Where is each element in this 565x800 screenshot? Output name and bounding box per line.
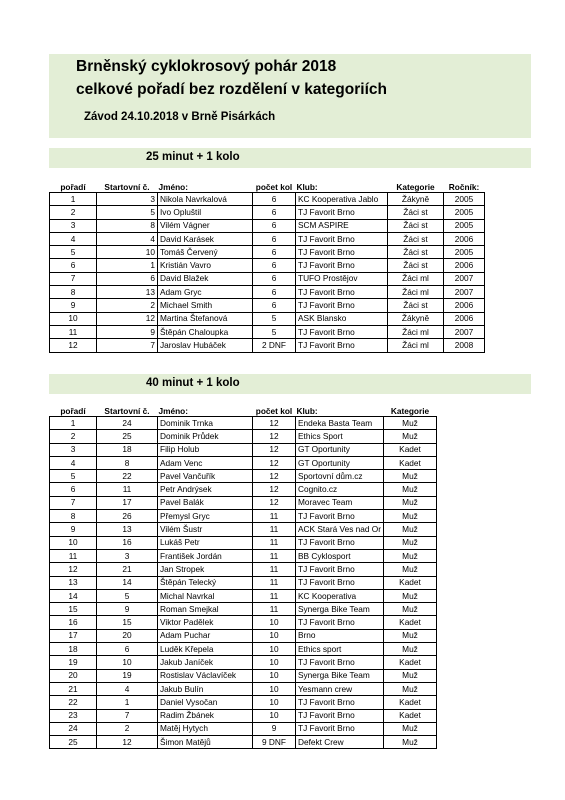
table-cell: Kadet	[384, 576, 437, 589]
table-cell: Michal Navrkal	[158, 589, 253, 602]
table-cell: 2	[97, 299, 158, 312]
table-cell: 5	[253, 325, 296, 338]
table-cell: 17	[50, 629, 97, 642]
table-cell: Kristián Vavro	[158, 259, 253, 272]
table-cell: Žáci st	[388, 206, 444, 219]
table-cell: TJ Favorit Brno	[296, 286, 388, 299]
table-cell: 8	[97, 456, 158, 469]
table-cell: Žáci st	[388, 246, 444, 259]
table-row	[50, 259, 485, 272]
column-header: pořadí	[60, 181, 86, 192]
table-cell: 12	[253, 496, 296, 509]
table-cell: 12	[97, 736, 158, 749]
table-cell: 11	[253, 510, 296, 523]
table-cell: TJ Favorit Brno	[296, 246, 388, 259]
table-cell: 11	[253, 589, 296, 602]
table-cell: Martina Štefanová	[158, 312, 253, 325]
table-row	[50, 722, 437, 735]
table-cell: Adam Gryc	[158, 286, 253, 299]
table-cell: Pavel Vančuřík	[158, 470, 253, 483]
table-cell: Endeka Basta Team	[296, 417, 384, 430]
section1-label: 25 minut + 1 kolo	[146, 151, 240, 163]
table-row	[50, 643, 437, 656]
table-row	[50, 709, 437, 722]
table-cell: TJ Favorit Brno	[296, 325, 388, 338]
table-cell: 14	[97, 576, 158, 589]
table-cell: TJ Favorit Brno	[296, 259, 388, 272]
column-header: počet kol	[255, 405, 293, 416]
table-cell: KC Kooperativa	[296, 589, 384, 602]
table-cell: 10	[253, 696, 296, 709]
table-cell: Muž	[384, 417, 437, 430]
table-cell: 11	[253, 563, 296, 576]
table-row	[50, 483, 437, 496]
table-cell: Muž	[384, 589, 437, 602]
table-cell: 18	[50, 643, 97, 656]
table-cell: 11	[50, 325, 97, 338]
table-row	[50, 232, 485, 245]
table-cell: 1	[50, 193, 97, 206]
table-cell: 7	[50, 496, 97, 509]
table-cell: Štěpán Chaloupka	[158, 325, 253, 338]
table-row	[50, 312, 485, 325]
table-cell: Muž	[384, 496, 437, 509]
table-cell: 13	[97, 286, 158, 299]
table-cell: 7	[97, 709, 158, 722]
table-cell: 6	[253, 272, 296, 285]
table-cell: 10	[50, 312, 97, 325]
table-cell: Žáci st	[388, 232, 444, 245]
column-header: Kategorie	[396, 181, 435, 192]
table-cell: 11	[253, 549, 296, 562]
table-cell: 21	[50, 682, 97, 695]
table-cell: TJ Favorit Brno	[296, 696, 384, 709]
table-cell: Synerga Bike Team	[296, 669, 384, 682]
table-cell: Žáci ml	[388, 286, 444, 299]
table-row	[50, 669, 437, 682]
table-cell: 7	[50, 272, 97, 285]
table-cell: 10	[253, 709, 296, 722]
table-cell: 6	[97, 643, 158, 656]
column-header: Klub:	[296, 181, 318, 192]
table-cell: Viktor Padělek	[158, 616, 253, 629]
table-cell: BB Cyklosport	[296, 549, 384, 562]
table-cell: 11	[253, 523, 296, 536]
table-cell: Muž	[384, 483, 437, 496]
table-row	[50, 206, 485, 219]
table-row	[50, 656, 437, 669]
table-row	[50, 286, 485, 299]
table-cell: Muž	[384, 603, 437, 616]
table-cell: 6	[253, 246, 296, 259]
table-cell: 6	[253, 219, 296, 232]
table-cell: 4	[50, 456, 97, 469]
section1-band	[49, 148, 531, 168]
table-cell: Kadet	[384, 443, 437, 456]
table-row	[50, 219, 485, 232]
table-row	[50, 430, 437, 443]
table-cell: TJ Favorit Brno	[296, 709, 384, 722]
table-cell: Muž	[384, 549, 437, 562]
table-cell: 19	[97, 669, 158, 682]
table-cell: Daniel Vysočan	[158, 696, 253, 709]
table-cell: 9	[97, 325, 158, 338]
table-row	[50, 496, 437, 509]
table-cell: 2007	[444, 286, 485, 299]
table-cell: 2007	[444, 272, 485, 285]
table-cell: 10	[253, 656, 296, 669]
table-cell: 26	[97, 510, 158, 523]
table-cell: 2005	[444, 246, 485, 259]
table-cell: 16	[50, 616, 97, 629]
column-header: počet kol	[255, 181, 293, 192]
table-cell: Jaroslav Hubáček	[158, 339, 253, 352]
table-cell: Moravec Team	[296, 496, 384, 509]
table-cell: 11	[253, 536, 296, 549]
table-cell: 8	[50, 510, 97, 523]
table-cell: 6	[253, 193, 296, 206]
table-cell: Žáci st	[388, 219, 444, 232]
table-cell: 25	[50, 736, 97, 749]
results-table-25min	[49, 181, 485, 353]
table-row	[50, 470, 437, 483]
table-cell: Muž	[384, 523, 437, 536]
table-cell: David Blažek	[158, 272, 253, 285]
table-cell: Ethics sport	[296, 643, 384, 656]
table-cell: Muž	[384, 643, 437, 656]
table-cell: David Karásek	[158, 232, 253, 245]
table-cell: Vilém Vágner	[158, 219, 253, 232]
table-cell: TJ Favorit Brno	[296, 616, 384, 629]
table-row	[50, 696, 437, 709]
table-cell: TJ Favorit Brno	[296, 536, 384, 549]
table-cell: 24	[97, 417, 158, 430]
table-cell: Michael Smith	[158, 299, 253, 312]
table-cell: 21	[97, 563, 158, 576]
table-cell: 9 DNF	[253, 736, 296, 749]
table-cell: 17	[97, 496, 158, 509]
table-cell: 2007	[444, 325, 485, 338]
table-cell: Muž	[384, 736, 437, 749]
table-cell: 15	[97, 616, 158, 629]
table-cell: 10	[253, 629, 296, 642]
table-cell: Cognito.cz	[296, 483, 384, 496]
table-cell: Žáci ml	[388, 325, 444, 338]
table-cell: SCM ASPIRE	[296, 219, 388, 232]
table-cell: 5	[50, 246, 97, 259]
table-cell: Sportovní dům.cz	[296, 470, 384, 483]
table-cell: 12	[253, 456, 296, 469]
table-cell: Žáci st	[388, 259, 444, 272]
table-cell: Jakub Bulín	[158, 682, 253, 695]
table-cell: Kadet	[384, 696, 437, 709]
table-cell: 9	[97, 603, 158, 616]
table-row	[50, 510, 437, 523]
table-cell: 2008	[444, 339, 485, 352]
table-cell: Muž	[384, 722, 437, 735]
table-cell: 3	[97, 549, 158, 562]
table-cell: Muž	[384, 430, 437, 443]
table-cell: 20	[97, 629, 158, 642]
table-cell: TJ Favorit Brno	[296, 232, 388, 245]
column-header: Startovní č.	[104, 181, 150, 192]
table-cell: 10	[253, 643, 296, 656]
table-cell: ACK Stará Ves nad Or	[296, 523, 384, 536]
table-row	[50, 456, 437, 469]
table-cell: TUFO Prostějov	[296, 272, 388, 285]
table-cell: 10	[253, 669, 296, 682]
table-cell: 2	[50, 206, 97, 219]
table-cell: 10	[253, 616, 296, 629]
table-cell: 15	[50, 603, 97, 616]
table-cell: 5	[253, 312, 296, 325]
table-cell: Nikola Navrkalová	[158, 193, 253, 206]
table-cell: Žáci st	[388, 299, 444, 312]
table-cell: 11	[97, 483, 158, 496]
table-cell: 6	[50, 259, 97, 272]
table-cell: Tomáš Červený	[158, 246, 253, 259]
table-row	[50, 603, 437, 616]
table-cell: Filip Holub	[158, 443, 253, 456]
table-cell: Yesmann crew	[296, 682, 384, 695]
table-row	[50, 629, 437, 642]
column-header: Ročník:	[448, 181, 480, 192]
table-cell: 5	[50, 470, 97, 483]
table-cell: 12	[253, 443, 296, 456]
table-cell: 2 DNF	[253, 339, 296, 352]
table-row	[50, 325, 485, 338]
table-cell: Ethics Sport	[296, 430, 384, 443]
table-cell: Radim Žbánek	[158, 709, 253, 722]
table-cell: Jan Stropek	[158, 563, 253, 576]
table-cell: 8	[97, 219, 158, 232]
table-cell: 22	[97, 470, 158, 483]
table-row	[50, 576, 437, 589]
table-cell: 16	[97, 536, 158, 549]
table-cell: Petr Andrýsek	[158, 483, 253, 496]
table-cell: 25	[97, 430, 158, 443]
table-cell: 9	[50, 299, 97, 312]
table-cell: Žáci ml	[388, 339, 444, 352]
table-cell: 14	[50, 589, 97, 602]
table-row	[50, 549, 437, 562]
table-row	[50, 417, 437, 430]
table-row	[50, 536, 437, 549]
table-cell: 20	[50, 669, 97, 682]
table-cell: 6	[253, 259, 296, 272]
table-cell: Lukáš Petr	[158, 536, 253, 549]
table-cell: TJ Favorit Brno	[296, 576, 384, 589]
table-row	[50, 339, 485, 352]
table-cell: Kadet	[384, 709, 437, 722]
table-cell: 12	[97, 312, 158, 325]
table-cell: Vilém Šustr	[158, 523, 253, 536]
table-cell: 2005	[444, 219, 485, 232]
table-cell: 11	[253, 576, 296, 589]
table-cell: 2006	[444, 232, 485, 245]
table-cell: 4	[50, 232, 97, 245]
page-title: Brněnský cyklokrosový pohár 2018	[76, 58, 337, 75]
table-cell: 2	[50, 430, 97, 443]
table-row	[50, 299, 485, 312]
table-cell: 12	[50, 339, 97, 352]
column-header: Kategorie	[390, 405, 430, 416]
table-cell: Luděk Křepela	[158, 643, 253, 656]
table-cell: 1	[97, 259, 158, 272]
table-row	[50, 563, 437, 576]
table-row	[50, 272, 485, 285]
table-cell: Adam Puchar	[158, 629, 253, 642]
table-cell: Muž	[384, 563, 437, 576]
table-cell: Defekt Crew	[296, 736, 384, 749]
table-cell: TJ Favorit Brno	[296, 722, 384, 735]
table-cell: Roman Smejkal	[158, 603, 253, 616]
table-cell: Dominik Průdek	[158, 430, 253, 443]
table-cell: Žáci ml	[388, 272, 444, 285]
table-cell: 2006	[444, 259, 485, 272]
table-cell: Šimon Matějů	[158, 736, 253, 749]
column-header: Jméno:	[158, 405, 189, 416]
table-cell: 3	[50, 443, 97, 456]
table-cell: 6	[253, 232, 296, 245]
table-cell: František Jordán	[158, 549, 253, 562]
table-cell: KC Kooperativa Jablo	[296, 193, 388, 206]
table-cell: 11	[253, 603, 296, 616]
table-cell: 12	[253, 470, 296, 483]
table-cell: 2005	[444, 206, 485, 219]
table-cell: Kadet	[384, 656, 437, 669]
table-cell: Kadet	[384, 616, 437, 629]
column-header: pořadí	[60, 405, 86, 416]
table-cell: 6	[50, 483, 97, 496]
table-cell: 4	[97, 232, 158, 245]
table-cell: TJ Favorit Brno	[296, 563, 384, 576]
table-cell: TJ Favorit Brno	[296, 656, 384, 669]
table-cell: 6	[97, 272, 158, 285]
table-cell: 12	[253, 483, 296, 496]
table-cell: GT Oportunity	[296, 456, 384, 469]
section2-band	[49, 374, 531, 394]
table-cell: 2	[97, 722, 158, 735]
table-row	[50, 443, 437, 456]
table-cell: 12	[50, 563, 97, 576]
table-cell: Ivo Opluštil	[158, 206, 253, 219]
table-cell: 10	[97, 656, 158, 669]
table-cell: 13	[50, 576, 97, 589]
table-row	[50, 589, 437, 602]
table-row	[50, 193, 485, 206]
table-cell: 5	[97, 589, 158, 602]
table-cell: 10	[50, 536, 97, 549]
table-cell: 9	[253, 722, 296, 735]
table-cell: Muž	[384, 536, 437, 549]
table-cell: TJ Favorit Brno	[296, 510, 384, 523]
table-cell: Rostislav Václavíček	[158, 669, 253, 682]
column-header: Jméno:	[158, 181, 189, 192]
table-cell: TJ Favorit Brno	[296, 299, 388, 312]
table-row	[50, 736, 437, 749]
page-subtitle: celkové pořadí bez rozdělení v kategoriích	[76, 81, 387, 98]
table-cell: 18	[97, 443, 158, 456]
table-cell: 9	[50, 523, 97, 536]
column-header: Klub:	[296, 405, 318, 416]
table-cell: 19	[50, 656, 97, 669]
table-cell: Jakub Janíček	[158, 656, 253, 669]
table-cell: Muž	[384, 629, 437, 642]
table-cell: Synerga Bike Team	[296, 603, 384, 616]
table-cell: Dominik Trnka	[158, 417, 253, 430]
table-cell: 6	[253, 206, 296, 219]
table-cell: 1	[97, 696, 158, 709]
table-cell: 12	[253, 417, 296, 430]
table-cell: Štěpán Telecký	[158, 576, 253, 589]
table-cell: TJ Favorit Brno	[296, 339, 388, 352]
table-cell: Muž	[384, 669, 437, 682]
table-cell: 3	[50, 219, 97, 232]
section2-label: 40 minut + 1 kolo	[146, 377, 240, 389]
table-cell: 11	[50, 549, 97, 562]
table-cell: 3	[97, 193, 158, 206]
table-row	[50, 523, 437, 536]
table-cell: 6	[253, 299, 296, 312]
table-cell: 6	[253, 286, 296, 299]
table-cell: 2006	[444, 299, 485, 312]
column-header: Startovní č.	[104, 405, 150, 416]
table-cell: 4	[97, 682, 158, 695]
results-table-40min	[49, 405, 437, 749]
table-cell: Kadet	[384, 456, 437, 469]
table-cell: Žákyně	[388, 312, 444, 325]
table-cell: Žákyně	[388, 193, 444, 206]
table-cell: 22	[50, 696, 97, 709]
table-cell: 2005	[444, 193, 485, 206]
table-row	[50, 246, 485, 259]
table-cell: Adam Venc	[158, 456, 253, 469]
table-cell: 23	[50, 709, 97, 722]
table-cell: 10	[97, 246, 158, 259]
table-cell: Muž	[384, 470, 437, 483]
table-cell: 2006	[444, 312, 485, 325]
table-cell: 13	[97, 523, 158, 536]
race-info: Závod 24.10.2018 v Brně Pisárkách	[84, 111, 276, 123]
table-cell: Muž	[384, 682, 437, 695]
table-cell: Muž	[384, 510, 437, 523]
table-cell: 1	[50, 417, 97, 430]
table-cell: Brno	[296, 629, 384, 642]
table-cell: 7	[97, 339, 158, 352]
table-cell: 12	[253, 430, 296, 443]
table-cell: ASK Blansko	[296, 312, 388, 325]
table-cell: 24	[50, 722, 97, 735]
table-cell: 5	[97, 206, 158, 219]
table-cell: Matěj Hytych	[158, 722, 253, 735]
table-cell: 8	[50, 286, 97, 299]
table-cell: Přemysl Gryc	[158, 510, 253, 523]
table-cell: TJ Favorit Brno	[296, 206, 388, 219]
table-row	[50, 682, 437, 695]
table-cell: 10	[253, 682, 296, 695]
table-cell: Pavel Balák	[158, 496, 253, 509]
table-row	[50, 616, 437, 629]
table-cell: GT Oportunity	[296, 443, 384, 456]
